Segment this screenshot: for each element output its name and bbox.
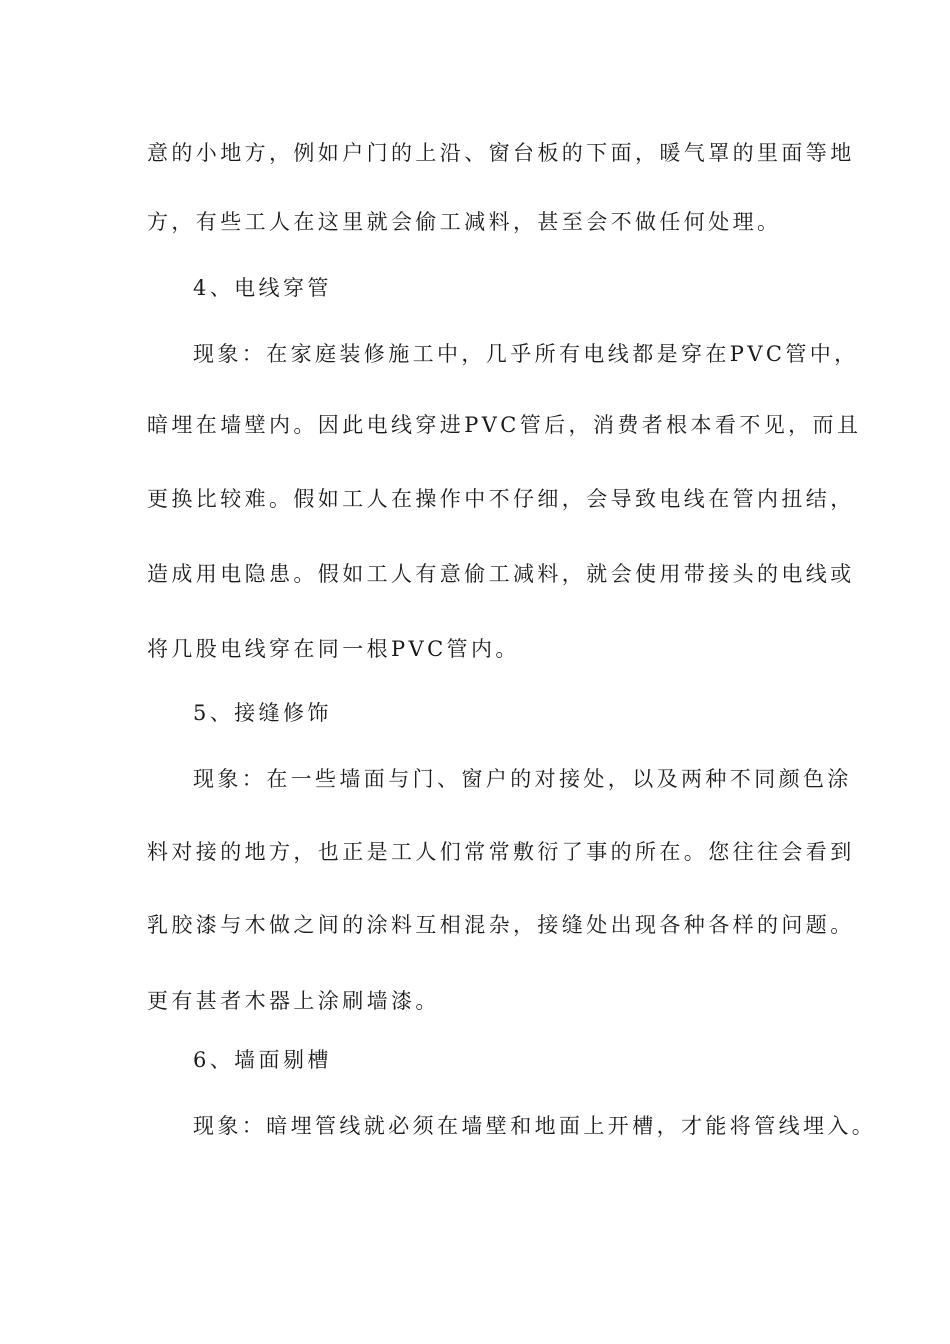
text-line-4: 现象：在家庭装修施工中，几乎所有电线都是穿在PVC管中， <box>193 342 859 366</box>
section-heading-4: 4、电线穿管 <box>193 276 332 300</box>
text-line-7: 造成用电隐患。假如工人有意偷工减料，就会使用带接头的电线或 <box>147 562 855 586</box>
text-line-1: 意的小地方，例如户门的上沿、窗台板的下面，暖气罩的里面等地 <box>147 141 855 165</box>
section-heading-6: 6、墙面剔槽 <box>193 1048 332 1072</box>
text-line-5: 暗埋在墙壁内。因此电线穿进PVC管后，消费者根本看不见，而且 <box>147 413 862 437</box>
text-line-11: 料对接的地方，也正是工人们常常敷衍了事的所在。您往往会看到 <box>147 840 855 864</box>
section-heading-5: 5、接缝修饰 <box>193 701 332 725</box>
text-line-13: 更有甚者木器上涂刷墙漆。 <box>147 989 440 1013</box>
text-line-12: 乳胶漆与木做之间的涂料互相混杂，接缝处出现各种各样的问题。 <box>147 913 855 937</box>
text-line-6: 更换比较难。假如工人在操作中不仔细，会导致电线在管内扭结， <box>147 487 855 511</box>
text-line-8: 将几股电线穿在同一根PVC管内。 <box>147 637 520 661</box>
text-line-10: 现象：在一些墙面与门、窗户的对接处，以及两种不同颜色涂 <box>193 767 852 791</box>
text-line-15: 现象：暗埋管线就必须在墙壁和地面上开槽，才能将管线埋入。 <box>193 1114 877 1138</box>
text-line-2: 方，有些工人在这里就会偷工减料，甚至会不做任何处理。 <box>147 210 782 234</box>
